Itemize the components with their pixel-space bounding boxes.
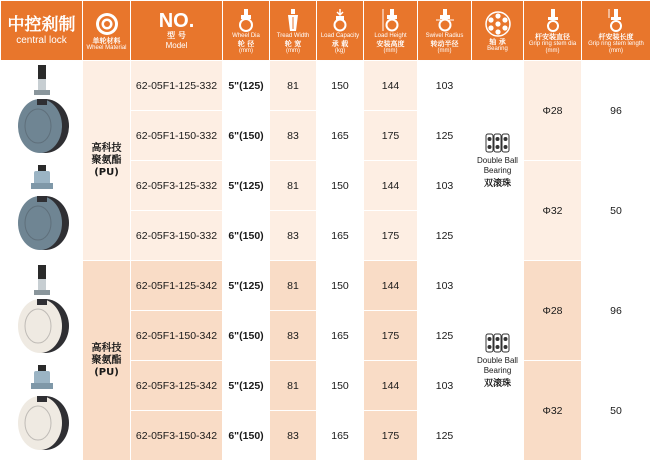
height-cell: 175 — [364, 211, 418, 261]
tread-cell: 83 — [270, 111, 317, 161]
tread-header-unit: (mm) — [286, 48, 300, 54]
wheel-size-cell: 5"(125) — [223, 261, 270, 311]
stem-dia-header-cn: 杆安装直径 — [535, 33, 570, 41]
wheel-size-cell: 6"(150) — [223, 311, 270, 361]
material-label: 高科技 聚氨酯 (PU) — [91, 142, 122, 178]
load-cell: 150 — [317, 161, 364, 211]
model-cell: 62-05F1-150-332 — [131, 111, 223, 161]
load-cell: 150 — [317, 261, 364, 311]
swivel-cell: 103 — [418, 61, 472, 111]
swivel-cell: 125 — [418, 311, 472, 361]
load-capacity-icon — [332, 8, 348, 32]
load-header-unit: (kg) — [334, 48, 346, 54]
bearing-label-en: Double Ball Bearing — [477, 155, 518, 175]
tread-cell: 81 — [270, 261, 317, 311]
wheel-dia-header-unit: (mm) — [239, 48, 253, 54]
stem-dia-header-en: Grip ring stem dia — [528, 41, 577, 47]
tread-cell: 81 — [270, 161, 317, 211]
height-header-cn: 安装高度 — [376, 40, 405, 48]
stem-dia-cell: Φ28 — [524, 61, 582, 161]
stem-len-cell: 96 — [582, 61, 650, 161]
model-cell: 62-05F3-125-342 — [131, 361, 223, 411]
load-height-icon — [381, 8, 401, 32]
load-cell: 150 — [317, 61, 364, 111]
wheel-target-icon — [95, 12, 119, 36]
caster-photo — [1, 361, 83, 461]
bearing-header-cn: 轴 承 — [489, 37, 506, 46]
caster-photo — [1, 61, 83, 161]
tread-cell: 81 — [270, 361, 317, 411]
swivel-cell: 125 — [418, 211, 472, 261]
caster-photo — [1, 261, 83, 361]
swivel-cell: 103 — [418, 361, 472, 411]
stem-dia-header-unit: (mm) — [545, 48, 560, 54]
stem-dia-cell: Φ32 — [524, 161, 582, 261]
swivel-cell: 103 — [418, 161, 472, 211]
header-wheel-dia — [223, 1, 270, 61]
table-row — [1, 61, 650, 111]
stem-diameter-icon — [545, 8, 561, 32]
stem-dia-cell: Φ28 — [524, 261, 582, 361]
stem-length-icon — [607, 8, 625, 32]
model-header-en: Model — [165, 41, 188, 50]
tread-width-icon — [285, 8, 301, 32]
header-height — [364, 1, 418, 61]
header-stem-len — [582, 1, 650, 61]
wheel-size-cell: 5"(125) — [223, 61, 270, 111]
material-cell — [83, 261, 131, 461]
swivel-cell: 103 — [418, 261, 472, 311]
bearing-label-cn: 双滚珠 — [483, 178, 511, 189]
double-ball-bearing-icon — [483, 144, 513, 156]
height-cell: 144 — [364, 61, 418, 111]
load-header-cn: 承 载 — [331, 40, 349, 48]
model-cell: 62-05F1-125-332 — [131, 61, 223, 111]
height-cell: 144 — [364, 161, 418, 211]
height-header-en: Load Height — [374, 33, 407, 39]
material-header-en: Wheel Material — [86, 44, 127, 51]
header-tread — [270, 1, 317, 61]
height-cell: 144 — [364, 361, 418, 411]
swivel-header-cn: 转动半径 — [430, 40, 459, 48]
height-cell: 144 — [364, 261, 418, 311]
tread-cell: 81 — [270, 61, 317, 111]
tread-cell: 83 — [270, 411, 317, 461]
wheel-size-cell: 6"(150) — [223, 111, 270, 161]
swivel-cell: 125 — [418, 411, 472, 461]
double-ball-bearing-icon — [483, 344, 513, 356]
header-material — [83, 1, 131, 61]
product-title-cn: 中控刹制 — [7, 14, 76, 35]
height-cell: 175 — [364, 111, 418, 161]
stem-len-header-cn: 杆安装长度 — [598, 33, 634, 41]
wheel-size-cell: 5"(125) — [223, 361, 270, 411]
height-cell: 175 — [364, 311, 418, 361]
wheel-size-cell: 6"(150) — [223, 411, 270, 461]
model-cell: 62-05F3-150-332 — [131, 211, 223, 261]
wheel-size-cell: 5"(125) — [223, 161, 270, 211]
stem-len-cell: 96 — [582, 261, 650, 361]
caster-photo — [1, 161, 83, 261]
tread-cell: 83 — [270, 311, 317, 361]
height-header-unit: (mm) — [383, 48, 398, 54]
header-swivel — [418, 1, 472, 61]
wheel-size-cell: 6"(150) — [223, 211, 270, 261]
swivel-radius-icon — [435, 8, 455, 32]
header-model — [131, 1, 223, 61]
load-header-en: Load Capacity — [320, 33, 360, 39]
material-cell — [83, 61, 131, 261]
model-cell: 62-05F1-125-342 — [131, 261, 223, 311]
stem-len-header-unit: (mm) — [609, 48, 623, 54]
swivel-header-en: Swivel Radius — [425, 33, 464, 39]
header-product — [1, 1, 83, 61]
load-cell: 165 — [317, 111, 364, 161]
bearing-balls-icon — [485, 11, 511, 37]
model-cell: 62-05F1-150-342 — [131, 311, 223, 361]
tread-header-cn: 轮 宽 — [284, 40, 302, 48]
load-cell: 165 — [317, 411, 364, 461]
bearing-label-cn: 双滚珠 — [483, 378, 511, 389]
stem-len-cell: 50 — [582, 361, 650, 461]
model-cell: 62-05F3-125-332 — [131, 161, 223, 211]
bearing-header-en: Bearing — [487, 45, 508, 52]
table-row — [1, 261, 650, 311]
product-title-en: central lock — [16, 34, 67, 46]
material-header-cn: 单轮材料 — [92, 36, 121, 45]
stem-len-header-en: Grip ring stem length — [588, 41, 644, 47]
load-cell: 165 — [317, 211, 364, 261]
bearing-cell — [472, 261, 524, 461]
wheel-dia-header-en: Wheel Dia — [232, 33, 260, 39]
model-cell: 62-05F3-150-342 — [131, 411, 223, 461]
bearing-cell — [472, 61, 524, 261]
tread-header-en: Tread Width — [276, 33, 310, 39]
model-header-no: NO. — [158, 10, 195, 32]
header-load — [317, 1, 364, 61]
load-cell: 150 — [317, 361, 364, 411]
swivel-header-unit: (mm) — [437, 48, 452, 54]
caster-diameter-icon — [238, 8, 254, 32]
spec-body — [1, 61, 650, 461]
header-stem-dia — [524, 1, 582, 61]
load-cell: 165 — [317, 311, 364, 361]
header-bearing — [472, 1, 524, 61]
header-row — [1, 1, 650, 61]
material-label: 高科技 聚氨酯 (PU) — [91, 342, 122, 378]
swivel-cell: 125 — [418, 111, 472, 161]
bearing-label-en: Double Ball Bearing — [477, 355, 518, 375]
height-cell: 175 — [364, 411, 418, 461]
wheel-dia-header-cn: 轮 径 — [237, 40, 255, 48]
stem-dia-cell: Φ32 — [524, 361, 582, 461]
stem-len-cell: 50 — [582, 161, 650, 261]
model-header-cn: 型 号 — [167, 31, 186, 40]
tread-cell: 83 — [270, 211, 317, 261]
